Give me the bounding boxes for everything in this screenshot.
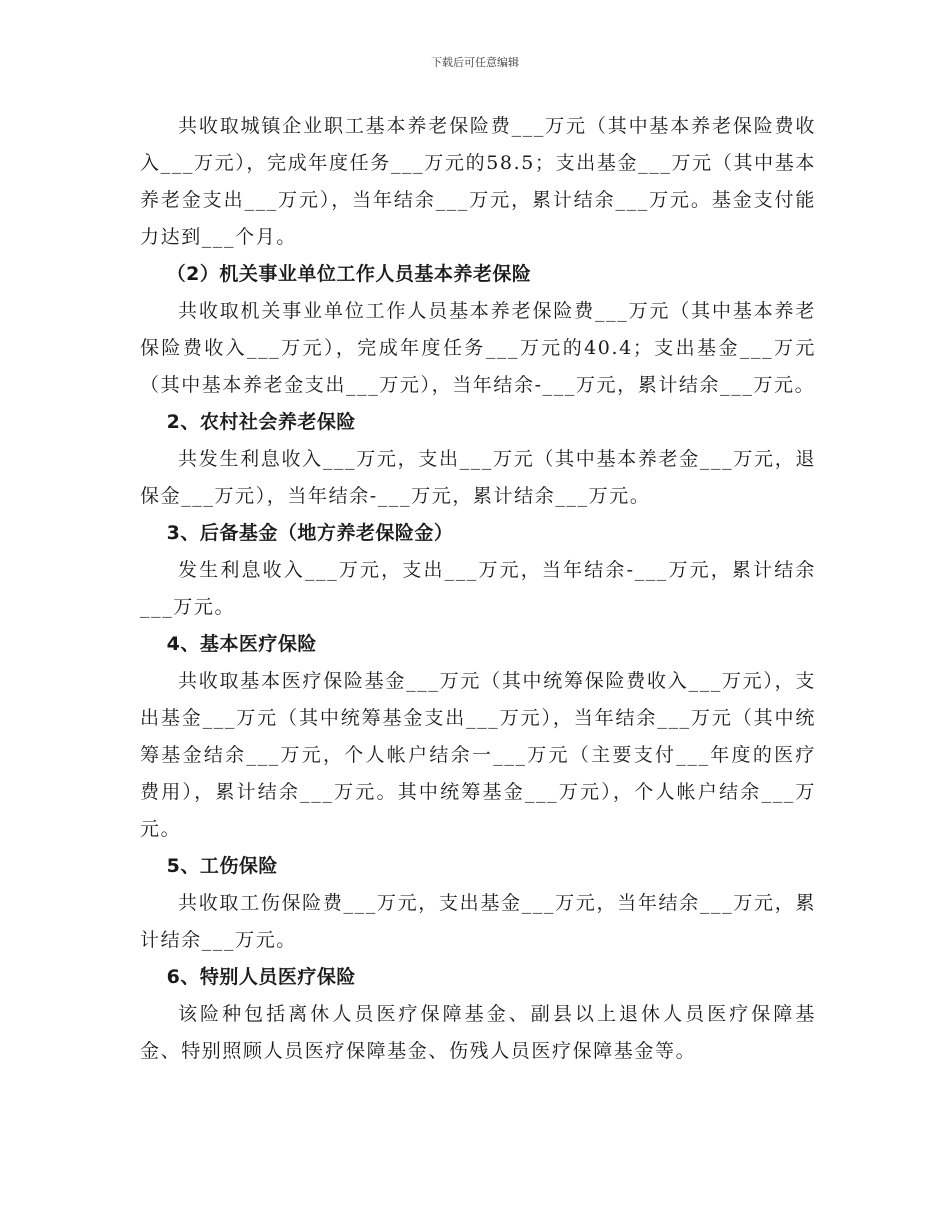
paragraph-basic-medical: 共收取基本医疗保险基金___万元（其中统筹保险费收入___万元），支出基金___万元（其中统筹基金支出___万元），当年结余___万元（其中统筹基金结余___万元，个人帐户结余一___万元（主要支付___年度的医疗费用），累计结余___万元。其中统筹基金___万元），个人帐户结余___万元。 [140, 670, 816, 840]
heading-work-injury: 5、工伤保险 [166, 855, 278, 877]
heading-basic-medical: 4、基本医疗保险 [166, 633, 317, 655]
heading-reserve-fund: 3、后备基金（地方养老保险金） [166, 522, 454, 544]
page-header: 下载后可任意编辑 [431, 56, 519, 69]
heading-special-medical: 6、特别人员医疗保险 [166, 966, 356, 988]
paragraph-institution-pension: 共收取机关事业单位工作人员基本养老保险费___万元（其中基本养老保险费收入___万元），完成年度任务___万元的40.4；支出基金___万元（其中基本养老金支出___万元），当年结余-___万元，累计结余___万元。 [140, 300, 816, 396]
heading-rural-pension: 2、农村社会养老保险 [166, 411, 356, 433]
paragraph-reserve-fund: 发生利息收入___万元，支出___万元，当年结余-___万元，累计结余___万元。 [140, 559, 816, 618]
paragraph-work-injury: 共收取工伤保险费___万元，支出基金___万元，当年结余___万元，累计结余___万元。 [140, 892, 816, 951]
heading-institution-pension: （2）机关事业单位工作人员基本养老保险 [166, 263, 532, 285]
paragraph-rural-pension: 共发生利息收入___万元，支出___万元（其中基本养老金___万元，退保金___万元），当年结余-___万元，累计结余___万元。 [140, 448, 816, 507]
paragraph-special-medical: 该险种包括离休人员医疗保障基金、副县以上退休人员医疗保障基金、特别照顾人员医疗保障基金、伤残人员医疗保障基金等。 [140, 1003, 816, 1062]
paragraph-urban-pension: 共收取城镇企业职工基本养老保险费___万元（其中基本养老保险费收入___万元），完成年度任务___万元的58.5；支出基金___万元（其中基本养老金支出___万元），当年结余___万元，累计结余___万元。基金支付能力达到___个月。 [140, 115, 816, 248]
document-body [140, 108, 816, 1070]
